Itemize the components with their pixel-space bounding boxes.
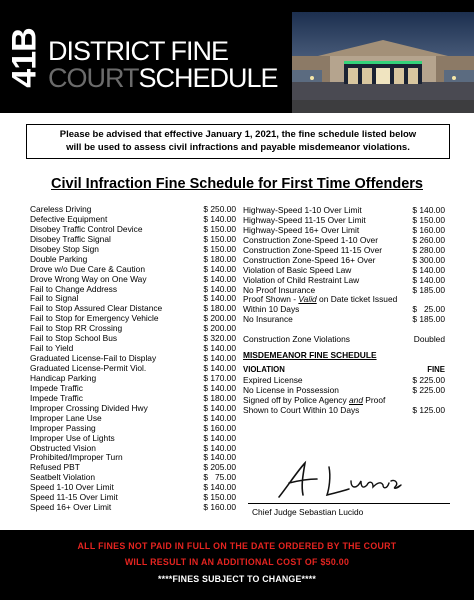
- fine-row: Impede Traffic $ 180.00: [30, 392, 236, 403]
- footer-line-3: ****FINES SUBJECT TO CHANGE****: [157, 574, 317, 584]
- judge-signature: [265, 457, 425, 503]
- fine-row: Prohibited/Improper Turn $ 140.00: [30, 452, 236, 463]
- fine-row: Improper Use of Lights $ 140.00: [30, 432, 236, 443]
- fine-row: Obstructed Vision $ 140.00: [30, 442, 236, 453]
- proof-shown-row: Proof Shown - Valid on Date ticket Issued: [243, 294, 398, 305]
- fine-row: Expired License $ 225.00: [243, 374, 445, 385]
- page-title: [48, 38, 278, 92]
- fine-row: Disobey Stop Sign $ 150.00: [30, 243, 236, 254]
- fine-row: Drove w/o Due Care & Caution $ 140.00: [30, 263, 236, 274]
- misdemeanor-title: MISDEMEANOR FINE SCHEDULE: [243, 350, 377, 360]
- fine-row: Double Parking $ 180.00: [30, 253, 236, 264]
- schedule-title: Civil Infraction Fine Schedule for First Time Offenders: [51, 176, 423, 192]
- title-line-2: COURTSCHEDULE: [48, 63, 278, 93]
- fine-row: Speed 1-10 Over Limit $ 140.00: [30, 482, 236, 493]
- fine-row: Improper Crossing Divided Hwy $ 140.00: [30, 402, 236, 413]
- fine-row: Construction Zone-Speed 11-15 Over $ 280.00: [243, 244, 445, 255]
- fine-row: Defective Equipment $ 140.00: [30, 213, 236, 224]
- signed-off-row: Signed off by Police Agency and Proof: [243, 394, 386, 405]
- effective-date-notice: [26, 124, 450, 159]
- title-line-1: DISTRICT FINE: [48, 36, 229, 66]
- footer-line-1: ALL FINES NOT PAID IN FULL ON THE DATE ORDERED BY THE COURT: [77, 541, 397, 551]
- fine-row: Within 10 Days $ 25.00: [243, 304, 445, 315]
- fine-row: Drove Wrong Way on One Way $ 140.00: [30, 273, 236, 284]
- court-building-image: [292, 12, 474, 113]
- notice-line-2: will be used to assess civil infractions and payable misdemeanor violations.: [66, 141, 410, 153]
- fine-row: Speed 11-15 Over Limit $ 150.00: [30, 492, 236, 503]
- fine-row: Disobey Traffic Signal $ 150.00: [30, 233, 236, 244]
- fine-row: Violation of Child Restraint Law $ 140.00: [243, 274, 445, 285]
- misdemeanor-schedule: [243, 351, 445, 416]
- fine-row: Construction Zone-Speed 16+ Over $ 300.00: [243, 254, 445, 265]
- construction-violations-row: Construction Zone Violations Doubled: [243, 334, 445, 345]
- notice-line-1: Please be advised that effective January 1, 2021, the fine schedule listed below: [59, 129, 417, 140]
- fine-row: Fail to Change Address $ 140.00: [30, 283, 236, 294]
- right-fine-list: [243, 206, 445, 345]
- fine-row: Improper Lane Use $ 140.00: [30, 412, 236, 423]
- fine-row: Fail to Stop RR Crossing $ 200.00: [30, 323, 236, 334]
- signature-line: [248, 503, 450, 504]
- fine-row: Fail to Yield $ 140.00: [30, 343, 236, 354]
- judge-name: Chief Judge Sebastian Lucido: [252, 507, 364, 517]
- fine-row: Impede Traffic $ 140.00: [30, 382, 236, 393]
- fine-row: No License in Possession $ 225.00: [243, 384, 445, 395]
- header-banner: [0, 0, 474, 113]
- fine-row: No Proof Insurance $ 185.00: [243, 284, 445, 295]
- fine-row: Violation of Basic Speed Law $ 140.00: [243, 264, 445, 275]
- fine-row: Highway-Speed 11-15 Over Limit $ 150.00: [243, 214, 445, 225]
- fine-row: Fail to Stop Assured Clear Distance $ 180.00: [30, 303, 236, 314]
- misdemeanor-header: VIOLATION FINE: [243, 364, 445, 374]
- fine-row: Fail to Stop for Emergency Vehicle $ 200.00: [30, 313, 236, 324]
- fine-row: No Insurance $ 185.00: [243, 314, 445, 325]
- fine-row: Graduated License-Fail to Display $ 140.00: [30, 353, 236, 364]
- footer-line-2: WILL RESULT IN AN ADDITIONAL COST OF $50.00: [124, 557, 350, 567]
- fine-row: Highway-Speed 16+ Over Limit $ 160.00: [243, 224, 445, 235]
- fine-row: Fail to Signal $ 140.00: [30, 293, 236, 304]
- fine-row: Careless Driving $ 250.00: [30, 204, 236, 214]
- left-fine-list: [30, 205, 236, 513]
- fine-row: Disobey Traffic Control Device $ 150.00: [30, 223, 236, 234]
- fine-row: Seatbelt Violation $ 75.00: [30, 472, 236, 483]
- fine-row: Fail to Stop School Bus $ 320.00: [30, 333, 236, 344]
- fine-row: Handicap Parking $ 170.00: [30, 372, 236, 383]
- fine-row: Highway-Speed 1-10 Over Limit $ 140.00: [243, 205, 445, 215]
- fine-row: Improper Passing $ 160.00: [30, 422, 236, 433]
- fine-row: Shown to Court Within 10 Days $ 125.00: [243, 404, 445, 415]
- court-number: 41B: [5, 28, 44, 88]
- fine-row: Graduated License-Permit Viol. $ 140.00: [30, 363, 236, 373]
- fine-row: Construction Zone-Speed 1-10 Over $ 260.00: [243, 234, 445, 245]
- fine-row: Refused PBT $ 205.00: [30, 462, 236, 473]
- fine-row: Speed 16+ Over Limit $ 160.00: [30, 502, 236, 513]
- footer-warning: [0, 530, 474, 600]
